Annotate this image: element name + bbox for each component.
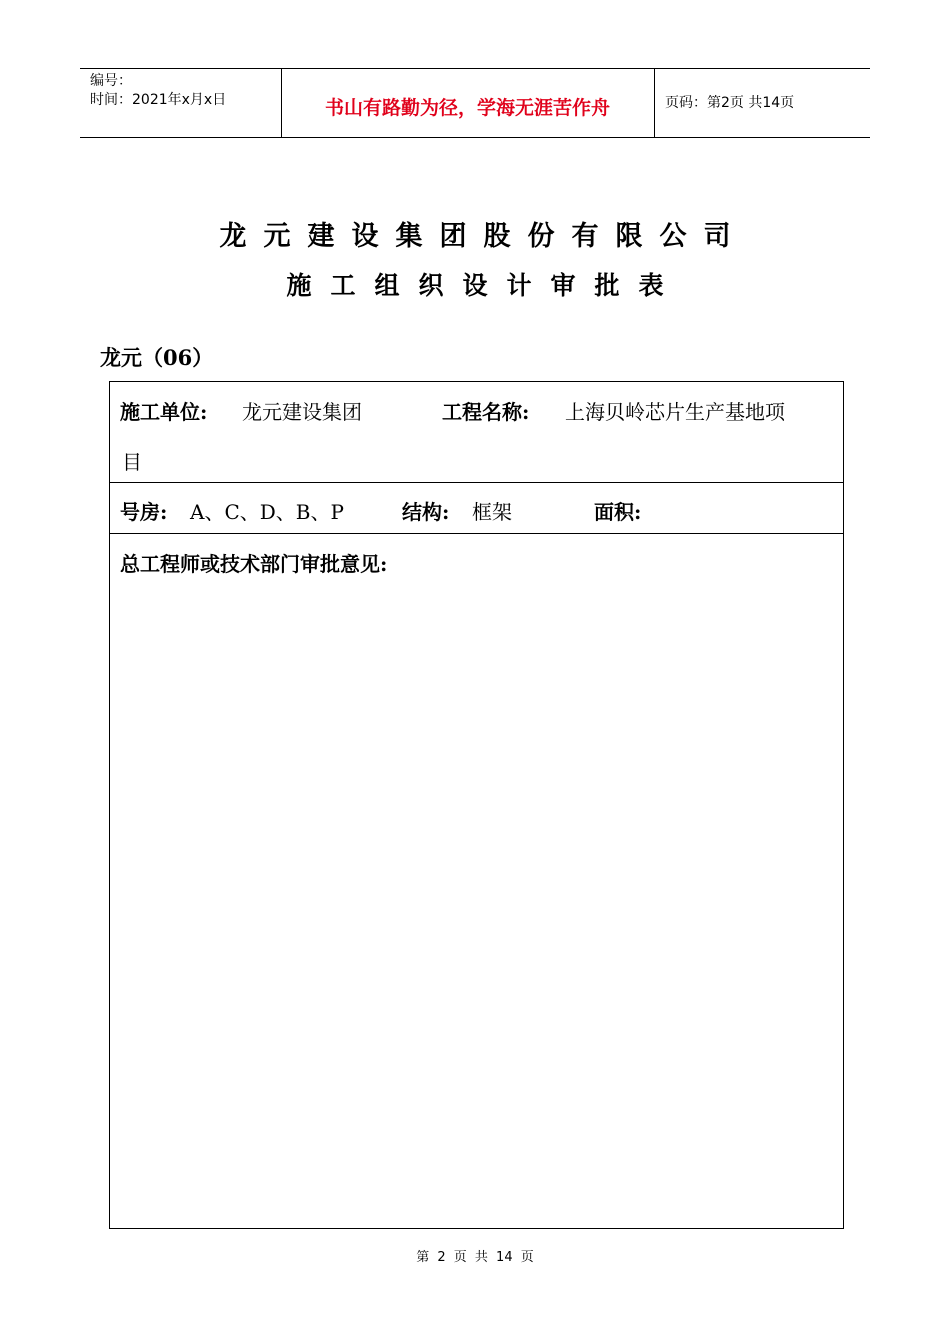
form-row-unit-project xyxy=(110,382,843,483)
motto: 书山有路勤为径，学海无涯苦作舟 xyxy=(324,97,610,119)
header-middle-cell xyxy=(281,69,655,137)
project-label: 工程名称: xyxy=(442,400,530,424)
unit-label: 施工单位: xyxy=(120,400,208,424)
page-header xyxy=(80,68,870,138)
opinion-label: 总工程师或技术部门审批意见: xyxy=(120,552,388,576)
structure-label: 结构: xyxy=(402,500,450,524)
project-value: 上海贝岭芯片生产基地项 xyxy=(565,400,785,424)
building-value: A、C、D、B、P xyxy=(190,500,344,524)
project-value-cont: 目 xyxy=(122,450,142,474)
building-label: 号房: xyxy=(120,500,168,524)
structure-value: 框架 xyxy=(472,500,512,524)
form-title: 施工组织设计审批表 xyxy=(286,271,683,300)
doc-time: 时间：2021年x月x日 xyxy=(90,92,227,108)
page-footer: 第 2 页 共 14 页 xyxy=(416,1250,534,1265)
approval-form xyxy=(109,381,844,1229)
header-right-cell xyxy=(655,69,870,137)
doc-number-label: 编号： xyxy=(90,73,132,89)
unit-value: 龙元建设集团 xyxy=(242,400,362,424)
form-row-building xyxy=(110,483,843,534)
doc-code: 龙元（06） xyxy=(100,345,214,370)
company-title: 龙元建设集团股份有限公司 xyxy=(219,221,748,252)
area-label: 面积: xyxy=(594,500,642,524)
header-left-cell xyxy=(80,69,282,137)
page-info: 页码：第2页 共14页 xyxy=(665,95,795,111)
